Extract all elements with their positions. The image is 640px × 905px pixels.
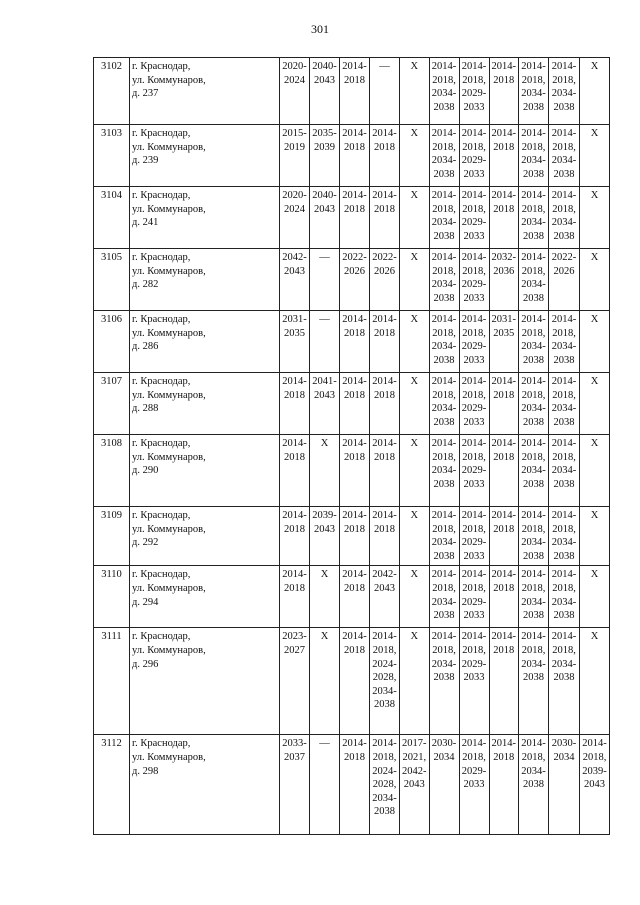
period-cell	[489, 566, 519, 628]
period-value: Х	[590, 510, 599, 521]
period-cell	[310, 628, 340, 735]
period-value: Х	[410, 438, 419, 449]
repair-schedule-table	[93, 57, 610, 835]
period-value: Х	[590, 438, 599, 449]
period-value: 2014- 2018, 2034- 2038	[551, 190, 577, 242]
period-value: Х	[410, 631, 419, 643]
period-value: Х	[320, 569, 329, 581]
period-value: 2014- 2018	[491, 128, 516, 153]
period-cell	[310, 311, 340, 373]
period-value: 2014- 2018, 2034- 2038	[521, 569, 546, 622]
period-value: 2014- 2018, 2034- 2038	[431, 128, 457, 180]
period-value: 2014- 2018, 2029- 2033	[461, 252, 487, 304]
period-cell	[580, 373, 610, 435]
period-value: —	[379, 61, 390, 72]
period-cell	[400, 566, 430, 628]
period-value: 2014- 2018	[342, 510, 367, 535]
period-value: 2014- 2018, 2034- 2038	[521, 631, 546, 684]
period-cell	[310, 125, 340, 187]
period-cell	[400, 249, 430, 311]
period-value: 2014- 2018	[282, 438, 307, 463]
period-cell	[340, 187, 370, 249]
period-value: 2023- 2027	[282, 631, 307, 656]
period-cell	[489, 311, 519, 373]
period-cell	[280, 735, 310, 835]
row-number: 3109	[94, 507, 130, 566]
period-cell	[310, 58, 340, 125]
period-value: 2014- 2018, 2029- 2033	[461, 61, 487, 113]
period-value: 2014- 2018	[491, 569, 516, 594]
period-value: 2014- 2018, 2034- 2038	[521, 252, 546, 304]
table-row	[94, 435, 610, 507]
period-value: Х	[410, 190, 419, 201]
period-value: 2014- 2018, 2029- 2033	[461, 631, 487, 684]
period-cell	[549, 125, 580, 187]
period-cell	[280, 58, 310, 125]
period-cell	[549, 735, 580, 835]
period-value: 2014- 2018, 2034- 2038	[551, 128, 577, 180]
table-row	[94, 628, 610, 735]
period-value: 2014- 2018, 2034- 2038	[521, 738, 546, 791]
period-cell	[580, 507, 610, 566]
table-row	[94, 125, 610, 187]
period-value: 2014- 2018, 2034- 2038	[551, 314, 577, 366]
address-cell: г. Краснодар, ул. Коммунаров, д. 290	[130, 435, 280, 507]
period-value: 2014- 2018	[342, 376, 367, 401]
row-number: 3107	[94, 373, 130, 435]
period-value: 2014- 2018	[372, 510, 397, 535]
row-number: 3105	[94, 249, 130, 311]
period-value: 2014- 2018	[372, 438, 397, 463]
row-number: 3103	[94, 125, 130, 187]
period-cell	[370, 249, 400, 311]
period-cell	[370, 628, 400, 735]
period-cell	[280, 435, 310, 507]
period-cell	[429, 507, 459, 566]
period-value: Х	[590, 569, 599, 581]
period-value: 2039- 2043	[312, 510, 337, 535]
row-number: 3104	[94, 187, 130, 249]
period-value: 2014- 2018, 2034- 2038	[431, 190, 457, 242]
period-cell	[310, 566, 340, 628]
period-cell	[459, 311, 489, 373]
period-cell	[459, 58, 489, 125]
period-value: Х	[410, 376, 419, 387]
period-cell	[459, 566, 489, 628]
period-value: 2014- 2018, 2034- 2038	[551, 438, 577, 490]
period-value: 2014- 2018	[282, 376, 307, 401]
period-value: 2014- 2018, 2034- 2038	[521, 510, 546, 562]
period-cell	[310, 373, 340, 435]
period-cell	[340, 566, 370, 628]
period-value: 2020- 2024	[282, 190, 307, 215]
period-cell	[580, 735, 610, 835]
period-cell	[549, 507, 580, 566]
period-value: 2022- 2026	[372, 252, 397, 277]
address-cell: г. Краснодар, ул. Коммунаров, д. 298	[130, 735, 280, 835]
period-cell	[519, 125, 549, 187]
period-value: 2031- 2035	[491, 314, 516, 339]
period-value: 2014- 2018	[342, 61, 367, 86]
period-cell	[549, 566, 580, 628]
period-cell	[400, 58, 430, 125]
period-cell	[580, 628, 610, 735]
period-cell	[340, 125, 370, 187]
period-value: 2032- 2036	[491, 252, 516, 277]
period-cell	[340, 435, 370, 507]
period-value: 2014- 2018, 2034- 2038	[431, 631, 457, 684]
table-row	[94, 311, 610, 373]
period-cell	[459, 187, 489, 249]
period-cell	[310, 507, 340, 566]
address-cell: г. Краснодар, ул. Коммунаров, д. 237	[130, 58, 280, 125]
period-cell	[340, 628, 370, 735]
period-value: —	[319, 252, 330, 263]
period-value: Х	[590, 376, 599, 387]
period-cell	[310, 187, 340, 249]
address-cell: г. Краснодар, ул. Коммунаров, д. 294	[130, 566, 280, 628]
period-value: 2014- 2018, 2029- 2033	[461, 376, 487, 428]
period-value: Х	[410, 61, 419, 72]
table-row	[94, 735, 610, 835]
period-value: 2014- 2018	[491, 631, 516, 656]
period-cell	[370, 58, 400, 125]
period-cell	[400, 435, 430, 507]
period-value: Х	[590, 252, 599, 263]
period-value: 2014- 2018, 2029- 2033	[461, 569, 487, 622]
period-value: 2041- 2043	[312, 376, 337, 401]
period-cell	[429, 311, 459, 373]
period-value: 2014- 2018, 2034- 2038	[431, 376, 457, 428]
period-value: 2014- 2018	[342, 631, 367, 656]
period-cell	[429, 187, 459, 249]
period-cell	[549, 187, 580, 249]
period-value: 2014- 2018	[491, 738, 516, 763]
period-cell	[549, 435, 580, 507]
period-value: 2014- 2018	[491, 510, 516, 535]
period-cell	[340, 373, 370, 435]
period-value: 2042- 2043	[372, 569, 397, 594]
period-cell	[580, 58, 610, 125]
period-value: 2014- 2018, 2034- 2038	[431, 252, 457, 304]
period-value: 2014- 2018, 2029- 2033	[461, 510, 487, 562]
period-value: 2017- 2021, 2042- 2043	[402, 738, 427, 791]
period-value: Х	[410, 510, 419, 521]
period-value: 2014- 2018, 2034- 2038	[521, 190, 546, 242]
period-cell	[519, 435, 549, 507]
period-value: 2014- 2018, 2034- 2038	[431, 510, 457, 562]
period-cell	[429, 566, 459, 628]
period-cell	[310, 435, 340, 507]
period-cell	[429, 735, 459, 835]
period-value: 2014- 2018, 2039- 2043	[582, 738, 607, 791]
period-cell	[489, 628, 519, 735]
period-cell	[459, 735, 489, 835]
period-cell	[400, 311, 430, 373]
table-row	[94, 58, 610, 125]
period-cell	[549, 58, 580, 125]
period-value: Х	[410, 314, 419, 325]
period-value: 2014- 2018, 2034- 2038	[551, 376, 577, 428]
period-value: 2014- 2018, 2034- 2038	[431, 61, 457, 113]
period-value: 2020- 2024	[282, 61, 307, 86]
period-cell	[580, 125, 610, 187]
period-cell	[400, 373, 430, 435]
period-cell	[459, 125, 489, 187]
period-cell	[310, 735, 340, 835]
period-cell	[340, 507, 370, 566]
period-cell	[429, 125, 459, 187]
period-value: 2014- 2018, 2029- 2033	[461, 314, 487, 366]
period-cell	[370, 566, 400, 628]
period-cell	[459, 507, 489, 566]
table-row	[94, 566, 610, 628]
period-value: 2022- 2026	[551, 252, 577, 277]
period-cell	[370, 187, 400, 249]
period-value: 2014- 2018, 2029- 2033	[461, 738, 487, 791]
period-value: Х	[410, 128, 419, 139]
period-value: Х	[590, 314, 599, 325]
period-value: 2022- 2026	[342, 252, 367, 277]
period-value: 2014- 2018	[491, 376, 516, 401]
period-cell	[489, 435, 519, 507]
period-value: 2014- 2018	[372, 376, 397, 401]
period-value: 2014- 2018, 2029- 2033	[461, 128, 487, 180]
period-value: 2014- 2018	[342, 128, 367, 153]
address-cell: г. Краснодар, ул. Коммунаров, д. 239	[130, 125, 280, 187]
period-cell	[459, 628, 489, 735]
period-cell	[519, 249, 549, 311]
period-cell	[429, 628, 459, 735]
row-number: 3108	[94, 435, 130, 507]
period-value: 2014- 2018	[282, 569, 307, 594]
period-value: 2014- 2018, 2034- 2038	[431, 569, 457, 622]
period-cell	[489, 373, 519, 435]
period-cell	[429, 373, 459, 435]
period-value: 2014- 2018	[372, 314, 397, 339]
period-cell	[370, 311, 400, 373]
period-cell	[280, 125, 310, 187]
period-cell	[280, 628, 310, 735]
period-cell	[519, 58, 549, 125]
row-number: 3102	[94, 58, 130, 125]
period-value: 2014- 2018, 2029- 2033	[461, 190, 487, 242]
address-cell: г. Краснодар, ул. Коммунаров, д. 241	[130, 187, 280, 249]
table-row	[94, 249, 610, 311]
period-value: 2014- 2018	[342, 190, 367, 215]
period-value: 2014- 2018	[342, 438, 367, 463]
period-cell	[429, 249, 459, 311]
period-value: Х	[410, 252, 419, 263]
row-number: 3111	[94, 628, 130, 735]
period-value: 2015- 2019	[282, 128, 307, 153]
period-cell	[519, 507, 549, 566]
period-value: 2014- 2018, 2034- 2038	[521, 128, 546, 180]
table-row	[94, 373, 610, 435]
period-value: —	[319, 314, 330, 325]
period-cell	[340, 249, 370, 311]
period-cell	[489, 187, 519, 249]
period-value: 2014- 2018, 2034- 2038	[431, 314, 457, 366]
address-cell: г. Краснодар, ул. Коммунаров, д. 296	[130, 628, 280, 735]
period-cell	[400, 507, 430, 566]
period-value: 2014- 2018, 2034- 2038	[521, 61, 546, 113]
period-value: 2014- 2018	[372, 128, 397, 153]
period-cell	[519, 628, 549, 735]
period-cell	[580, 311, 610, 373]
period-value: 2014- 2018	[342, 738, 367, 763]
period-cell	[370, 735, 400, 835]
period-cell	[280, 311, 310, 373]
period-cell	[489, 507, 519, 566]
period-cell	[489, 58, 519, 125]
period-cell	[280, 373, 310, 435]
period-cell	[280, 187, 310, 249]
period-value: Х	[320, 631, 329, 643]
period-value: 2014- 2018, 2029- 2033	[461, 438, 487, 490]
period-value: Х	[590, 631, 599, 643]
period-cell	[400, 125, 430, 187]
period-cell	[429, 58, 459, 125]
period-cell	[340, 58, 370, 125]
period-cell	[429, 435, 459, 507]
period-value: 2014- 2018, 2034- 2038	[551, 510, 577, 562]
period-value: 2040- 2043	[312, 190, 337, 215]
period-value: 2014- 2018, 2034- 2038	[521, 314, 546, 366]
period-value: 2033- 2037	[282, 738, 307, 763]
table-row	[94, 507, 610, 566]
row-number: 3110	[94, 566, 130, 628]
period-value: 2014- 2018	[372, 190, 397, 215]
period-cell	[489, 735, 519, 835]
period-cell	[549, 311, 580, 373]
period-value: 2014- 2018	[342, 569, 367, 594]
row-number: 3106	[94, 311, 130, 373]
period-value: 2031- 2035	[282, 314, 307, 339]
period-value: Х	[590, 61, 599, 72]
period-value: 2014- 2018, 2034- 2038	[521, 438, 546, 490]
period-cell	[489, 249, 519, 311]
period-cell	[549, 373, 580, 435]
period-cell	[519, 187, 549, 249]
period-cell	[370, 125, 400, 187]
period-value: Х	[320, 438, 329, 449]
row-number: 3112	[94, 735, 130, 835]
period-cell	[280, 507, 310, 566]
period-value: Х	[410, 569, 419, 581]
period-value: 2030- 2034	[431, 738, 457, 763]
period-cell	[310, 249, 340, 311]
period-cell	[400, 628, 430, 735]
address-cell: г. Краснодар, ул. Коммунаров, д. 286	[130, 311, 280, 373]
period-cell	[280, 249, 310, 311]
period-cell	[459, 249, 489, 311]
period-value: 2014- 2018, 2024- 2028, 2034- 2038	[372, 631, 397, 711]
period-cell	[400, 735, 430, 835]
table-body	[94, 58, 610, 835]
period-cell	[549, 249, 580, 311]
address-cell: г. Краснодар, ул. Коммунаров, д. 288	[130, 373, 280, 435]
period-value: 2042- 2043	[282, 252, 307, 277]
period-cell	[400, 187, 430, 249]
period-value: 2014- 2018	[491, 190, 516, 215]
period-cell	[340, 311, 370, 373]
table-row	[94, 187, 610, 249]
period-cell	[340, 735, 370, 835]
period-cell	[519, 566, 549, 628]
period-value: —	[319, 738, 330, 750]
period-value: Х	[590, 190, 599, 201]
period-cell	[549, 628, 580, 735]
period-cell	[580, 435, 610, 507]
period-value: 2014- 2018, 2034- 2038	[431, 438, 457, 490]
period-cell	[580, 187, 610, 249]
period-value: 2014- 2018, 2034- 2038	[551, 569, 577, 622]
period-cell	[370, 373, 400, 435]
period-value: 2014- 2018, 2024- 2028, 2034- 2038	[372, 738, 397, 818]
period-cell	[519, 735, 549, 835]
period-value: 2014- 2018	[491, 438, 516, 463]
page-number: 301	[311, 22, 329, 36]
period-cell	[519, 311, 549, 373]
address-cell: г. Краснодар, ул. Коммунаров, д. 282	[130, 249, 280, 311]
period-value: Х	[590, 128, 599, 139]
period-value: 2014- 2018	[282, 510, 307, 535]
period-value: 2014- 2018, 2034- 2038	[551, 61, 577, 113]
period-cell	[370, 507, 400, 566]
period-value: 2030- 2034	[551, 738, 577, 763]
period-value: 2035- 2039	[312, 128, 337, 153]
period-cell	[370, 435, 400, 507]
period-cell	[580, 566, 610, 628]
period-value: 2014- 2018, 2034- 2038	[521, 376, 546, 428]
period-cell	[519, 373, 549, 435]
period-cell	[459, 373, 489, 435]
period-cell	[489, 125, 519, 187]
period-cell	[459, 435, 489, 507]
period-value: 2014- 2018	[342, 314, 367, 339]
period-value: 2014- 2018	[491, 61, 516, 86]
address-cell: г. Краснодар, ул. Коммунаров, д. 292	[130, 507, 280, 566]
period-value: 2014- 2018, 2034- 2038	[551, 631, 577, 684]
period-value: 2040- 2043	[312, 61, 337, 86]
period-cell	[280, 566, 310, 628]
period-cell	[580, 249, 610, 311]
